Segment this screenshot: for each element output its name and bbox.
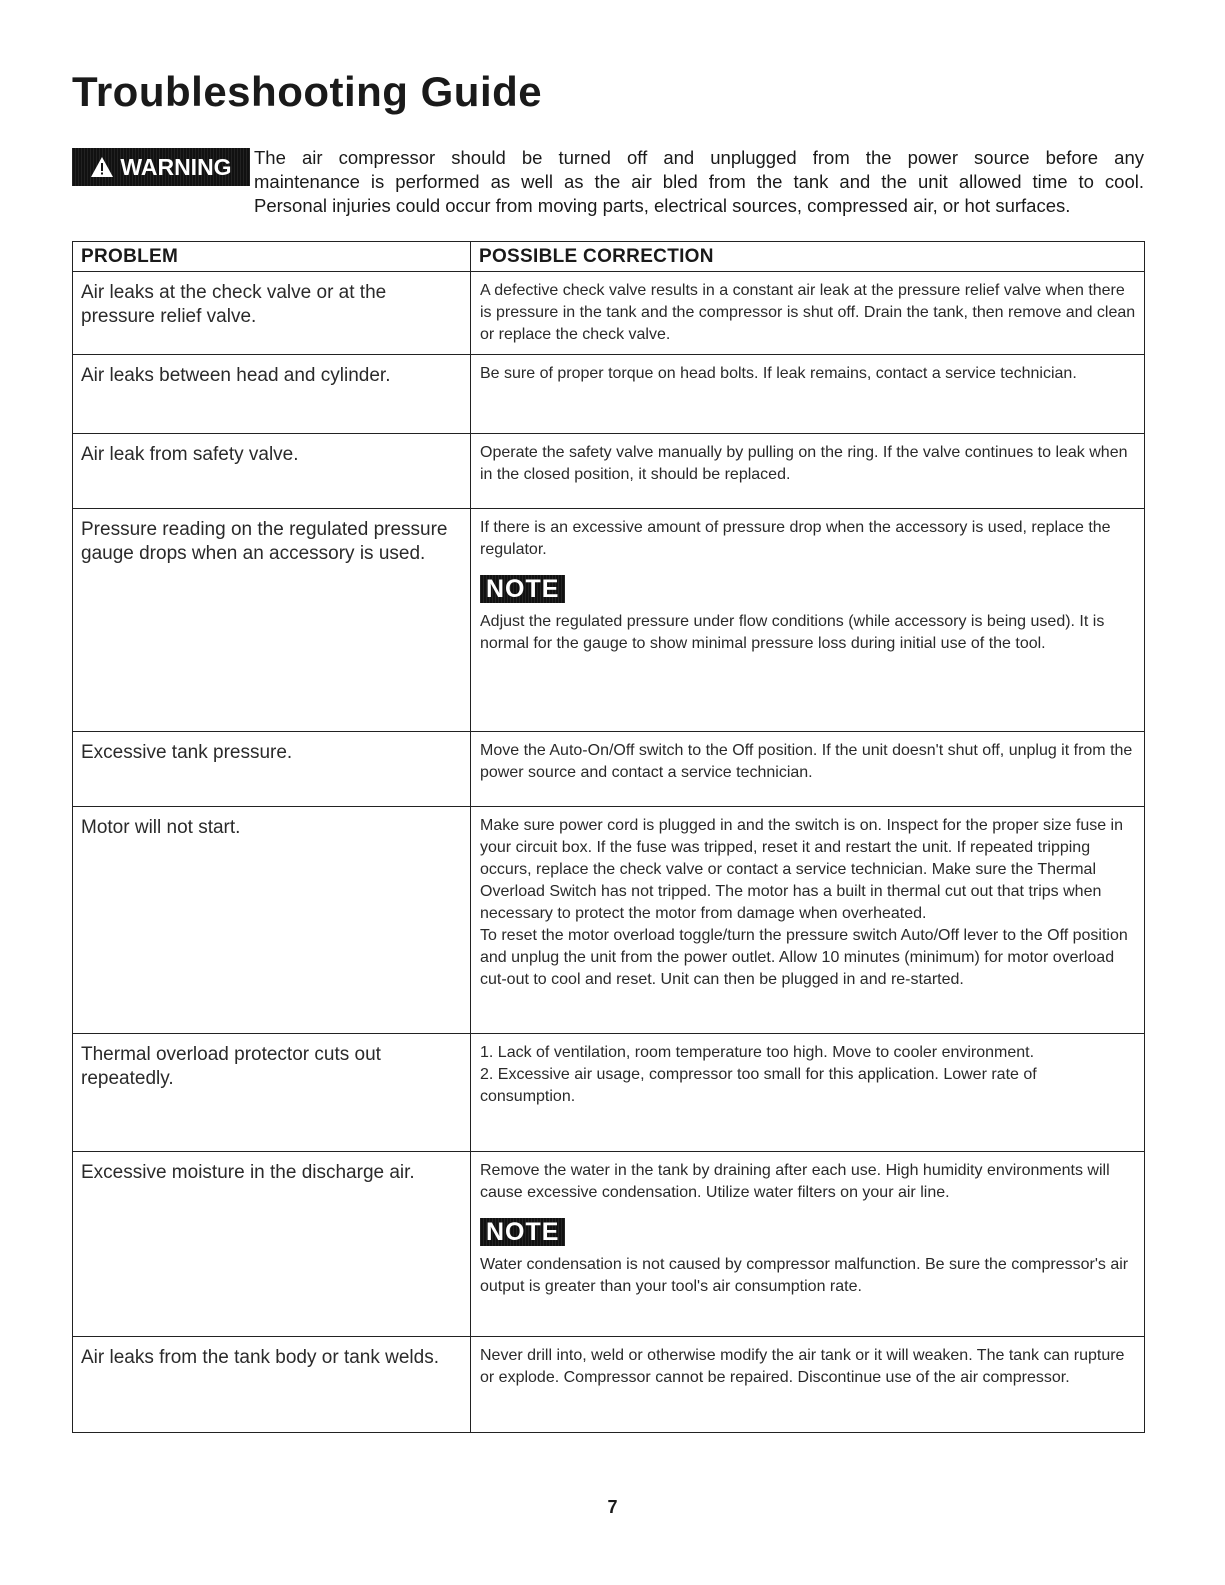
problem-cell: Pressure reading on the regulated pressure gauge drops when an accessory is used. — [73, 509, 471, 732]
note-badge: NOTE — [480, 575, 565, 603]
table-row — [73, 434, 1145, 509]
table-row — [73, 807, 1145, 1034]
header-problem: PROBLEM — [73, 242, 471, 272]
table-row — [73, 1034, 1145, 1152]
warning-line-3: Personal injuries could occur from moving parts, electrical sources, compressed air, or hot surfaces. — [254, 195, 1071, 216]
problem-cell: Air leaks at the check valve or at the pressure relief valve. — [73, 272, 471, 355]
note-text: Water condensation is not caused by compressor malfunction. Be sure the compressor's air output is greater than your tool's air consumption rate. — [480, 1256, 1129, 1295]
warning-line-1: The air compressor should be turned off and unplugged from the power source before any — [254, 147, 1144, 168]
table-row — [73, 1337, 1145, 1433]
problem-cell: Air leaks from the tank body or tank welds. — [73, 1337, 471, 1433]
correction-cell — [471, 1152, 1145, 1337]
correction-cell: Move the Auto-On/Off switch to the Off position. If the unit doesn't shut off, unplug it from the power source and contact a service technician. — [471, 732, 1145, 807]
problem-cell: Excessive moisture in the discharge air. — [73, 1152, 471, 1337]
correction-text: Make sure power cord is plugged in and the switch is on. Inspect for the proper size fuse in your circuit box. If the fuse was tripped, reset it and restart the unit. If repeated tripping occurs, replace the check valve or contact a service technician. Make sure the Thermal Overload Switch has not tripped. The motor has a built in thermal cut out that trips when necessary to protect the motor from damage when overheated. — [480, 817, 1124, 922]
warning-badge — [72, 148, 250, 186]
page-number: 7 — [607, 1497, 618, 1517]
correction-cell: Be sure of proper torque on head bolts. If leak remains, contact a service technician. — [471, 355, 1145, 434]
warning-badge-label: WARNING — [120, 153, 232, 180]
table-header-row — [73, 242, 1145, 272]
troubleshooting-table — [72, 241, 1145, 1433]
correction-text-2: To reset the motor overload toggle/turn the pressure switch Auto/Off lever to the Off position and unplug the unit from the power outlet. Allow 10 minutes (minimum) for motor overload cut-out to cool and reset. Unit can then be plugged in and re-started. — [480, 927, 1128, 988]
correction-text: 1. Lack of ventilation, room temperature too high. Move to cooler environment. — [480, 1044, 1035, 1061]
note-badge: NOTE — [480, 1218, 565, 1246]
problem-cell: Excessive tank pressure. — [73, 732, 471, 807]
correction-cell: A defective check valve results in a constant air leak at the pressure relief valve when there is pressure in the tank and the compressor is shut off. Drain the tank, then remove and clean or replace the check valve. — [471, 272, 1145, 355]
problem-cell: Motor will not start. — [73, 807, 471, 1034]
correction-text: If there is an excessive amount of pressure drop when the accessory is used, replace the regulator. — [480, 519, 1111, 558]
table-row — [73, 509, 1145, 732]
table-row — [73, 272, 1145, 355]
table-row — [73, 732, 1145, 807]
problem-cell: Air leaks between head and cylinder. — [73, 355, 471, 434]
table-row — [73, 1152, 1145, 1337]
page-title: Troubleshooting Guide — [72, 68, 543, 115]
table-row — [73, 355, 1145, 434]
header-correction: POSSIBLE CORRECTION — [471, 242, 1145, 272]
problem-cell: Air leak from safety valve. — [73, 434, 471, 509]
correction-cell: Operate the safety valve manually by pulling on the ring. If the valve continues to leak when in the closed position, it should be replaced. — [471, 434, 1145, 509]
correction-cell — [471, 1034, 1145, 1152]
correction-cell — [471, 509, 1145, 732]
correction-cell: Never drill into, weld or otherwise modify the air tank or it will weaken. The tank can rupture or explode. Compressor cannot be repaired. Discontinue use of the air compressor. — [471, 1337, 1145, 1433]
warning-triangle-icon — [90, 156, 114, 178]
warning-notice — [72, 146, 1144, 218]
note-text: Adjust the regulated pressure under flow conditions (while accessory is being used). It is normal for the gauge to show minimal pressure loss during initial use of the tool. — [480, 613, 1105, 652]
correction-cell — [471, 807, 1145, 1034]
correction-text: Remove the water in the tank by draining after each use. High humidity environments will cause excessive condensation. Utilize water filters on your air line. — [480, 1162, 1110, 1201]
correction-text-2: 2. Excessive air usage, compressor too small for this application. Lower rate of consumption. — [480, 1066, 1037, 1105]
problem-cell: Thermal overload protector cuts out repeatedly. — [73, 1034, 471, 1152]
warning-line-2: maintenance is performed as well as the air bled from the tank and the unit allowed time to cool. — [254, 171, 1144, 192]
